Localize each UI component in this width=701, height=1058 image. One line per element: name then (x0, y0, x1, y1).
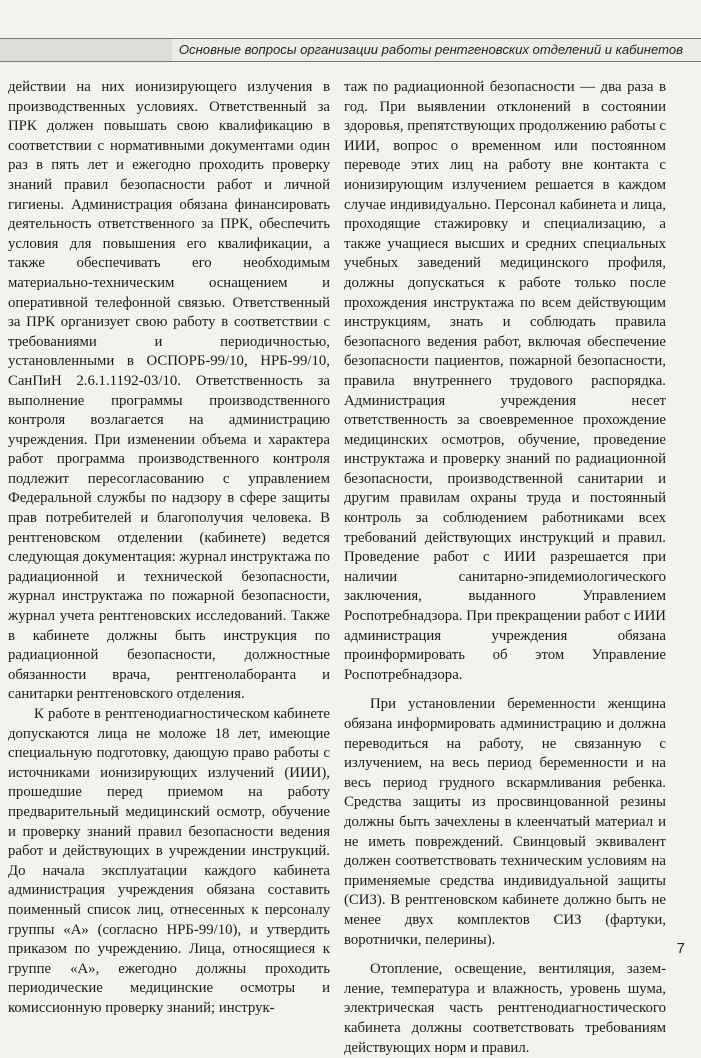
running-header (0, 38, 701, 62)
header-title: Основные вопросы организации работы рентгеновских отделений и кабинетов (178, 42, 683, 57)
page-number: 7 (676, 940, 685, 957)
right-paragraph-3: Отопление, освещение, вентиляция, заземление, температура и влажность, уровень шума, электрическая часть рентгенодиагностического кабинета должны соответствовать требованиям действующих норм и правил. (344, 961, 666, 1056)
right-paragraph-2: При установлении беременности женщина обязана информировать администрацию и должна переводиться на работу, не связанную с излучением, на весь период беременности и на весь период грудного вскармливания ребенка. Средства защиты из просвинцованной резины должны быть зачехлены в клеенчатый материал и не иметь повреждений. Свинцовый эквивалент должен соответствовать техническим условиям на применяемые средства индивидуальной защиты (СИЗ). В рентгеновском кабинете должно быть не менее двух комплектов СИЗ (фартуки, воротнички, пелерины). (344, 696, 666, 948)
header-accent-block (0, 39, 172, 61)
left-column (8, 78, 330, 1019)
left-paragraph-1: действии на них ионизирующего излучения в производственных условиях. Ответственный за ПРК должен повышать свою квалификацию в соответствии с нормативными документами один раз в пять лет и ежегодно проходить проверку знаний правил безопасности работ и личной гигиены. Администрация обязана финансировать деятельность ответственного за ПРК, обеспечить условия для повышения его квалификации, а также обеспечивать его необходимым материально-техническим оснащением и оперативной телефонной связью. Ответственный за ПРК организует свою работу в соответствии с требованиями и периодичностью, установленными в ОСПОРБ-99/10, НРБ-99/10, СанПиН 2.6.1.1192-03/10. Ответственность за выполнение программы производственного контроля возлагается на администрацию учреждения. При изменении объема и характера работ программа производственного контроля подлежит пересогласованию с управлением Федеральной службы по надзору в сфере защиты прав потребителей и благополучия человека. В рентгеновском отделении (кабинете) ведется следующая документация: журнал инструктажа по радиационной и технической безопасности, журнал инструктажа по пожарной безопасности, журнал учета рентгеновских исследований. Также в кабинете должны быть инструкция по радиационной безопасности, должностные обязанности врача, рентгенолаборанта и санитарки рентгеновского отделения. (8, 79, 330, 703)
left-paragraph-2: К работе в рентгенодиагностическом кабинете допускаются лица не моложе 18 лет, имеющие специальную подготовку, дающую право работы с источниками ионизирующих излучений (ИИИ), прошедшие перед приемом на работу предварительный медицинский осмотр, обучение и проверку знаний правил безопасности ведения работ и действующих в учреждении инструкций. До начала эксплуатации каждого кабинета администрация учреждения обязана составить поименный список лиц, отнесенных к персоналу группы «А» (согласно НРБ-99/10), и утвердить приказом по учреждению. Лица, относящиеся к группе «А», ежегодно должны проходить периодические медицинские осмотры и комиссионную проверку знаний; инструк- (8, 706, 330, 1016)
right-column (344, 78, 666, 1058)
right-paragraph-1: таж по радиационной безопасности — два раза в год. При выявлении отклонений в состоянии здоровья, препятствующих продолжению работы с ИИИ, вопрос о временном или постоянном переводе этих лиц на работу вне контакта с ионизирующим излучением решается в каждом случае индивидуально. Персонал кабинета и лица, проходящие стажировку и специализацию, а также учащиеся высших и средних специальных учебных заведений медицинского профиля, должны допускаться к работе только после прохождения инструктажа по всем действующим инструкциям, знать и соблюдать правила безопасного ведения работ, включая обеспечение безопасности пациентов, пожарной безопасности, правила внутреннего трудового распорядка. Администрация учреждения несет ответственность за своевременное прохождение медицинских осмотров, обучение, проведение инструктажа и проверку знаний по радиационной безопасности, производственной санитарии и другим правилам охраны труда и постоянный контроль за соблюдением работниками всех требований действующих инструкций и правил. Проведение работ с ИИИ разрешается при наличии санитарно-эпидемиологического заключения, выданного Управлением Роспотребнадзора. При прекращении работ с ИИИ администрация учреждения обязана проинформировать об этом Управление Роспотребнадзора. (344, 79, 666, 683)
